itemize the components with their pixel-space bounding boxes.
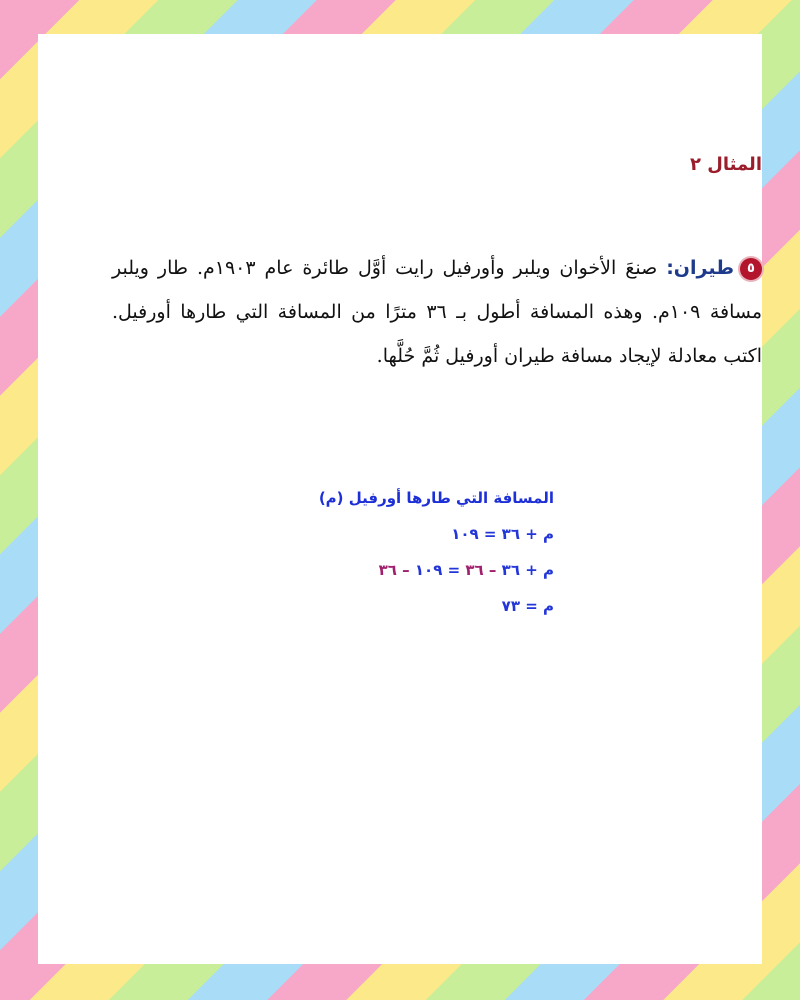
- equation-line-2: [294, 552, 554, 588]
- solution-title: المسافة التي طارها أورفيل (م): [318, 489, 554, 507]
- subtract-term-2: – ٣٦: [378, 561, 410, 579]
- equation-line-3: م = ٧٣: [501, 597, 554, 615]
- problem-number-badge: ٥: [740, 258, 762, 280]
- problem-title: طيران:: [666, 257, 734, 279]
- example-heading: المثال ٢: [690, 154, 762, 175]
- problem-text: صنعَ الأخوان ويلبر وأورفيل رايت أوَّل طائرة عام ١٩٠٣م. طار ويلبر مسافة ١٠٩م. وهذه المسافة أطول بـ ٣٦ مترًا من المسافة التي طارها أورفيل. اكتب معادلة لإيجاد مسافة طيران أورفيل ثُمَّ حُلَّها.: [112, 257, 763, 367]
- problem-paragraph: [112, 246, 762, 378]
- subtract-term-1: – ٣٦: [465, 561, 497, 579]
- equation-line-2-start: م + ٣٦: [496, 561, 554, 579]
- solution-block: [294, 480, 554, 624]
- equation-line-2-mid: = ١٠٩: [409, 561, 466, 579]
- equation-line-1: م + ٣٦ = ١٠٩: [451, 525, 554, 543]
